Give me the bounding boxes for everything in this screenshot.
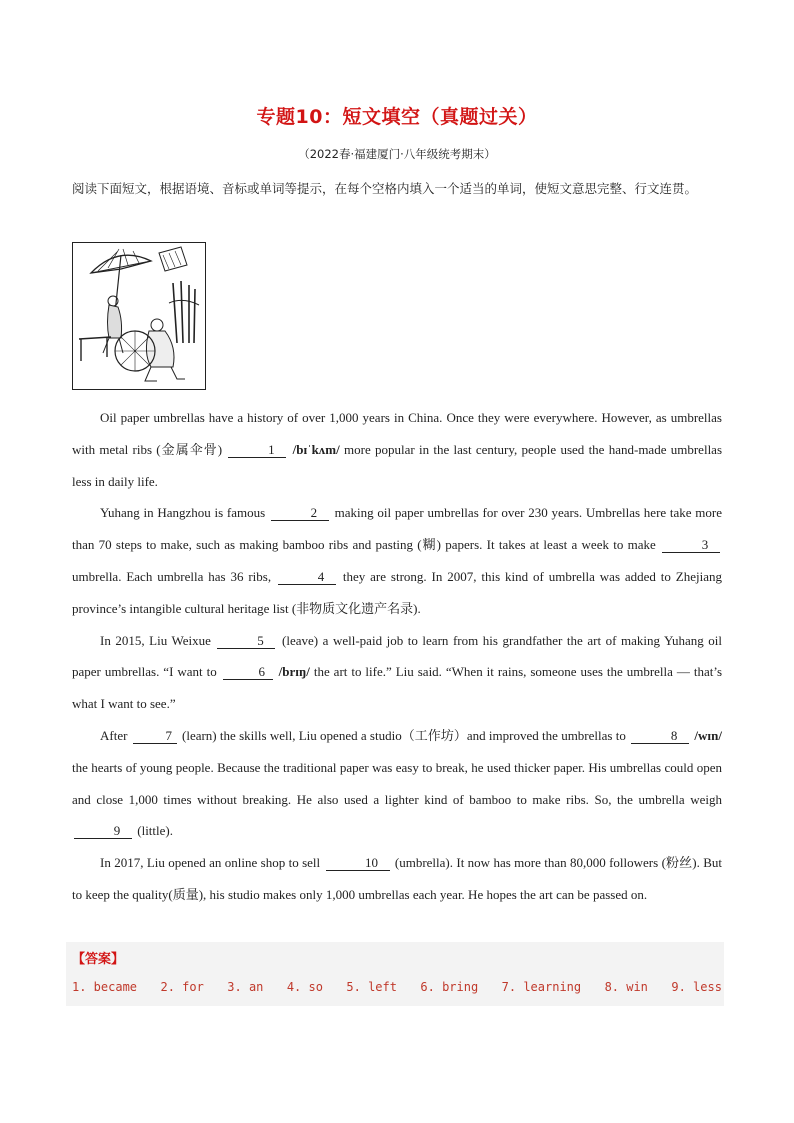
question-source: （2022春·福建厦门·八年级统考期末）	[298, 147, 496, 161]
paragraph-4: After 7 (learn) the skills well, Liu opened a studio（工作坊）and improved the umbrellas to 8 /wɪn/ the hearts of young people. Because the traditional paper was easy to break, he used thicker paper. His umbrellas could open and close 1,000 times without breaking. He also used a lighter kind of bamboo to make ribs. So, the umbrella weigh 9 (little).	[72, 727, 723, 839]
blank-7[interactable]: 7	[133, 728, 177, 744]
word-hint-5: (leave)	[282, 632, 319, 648]
blank-6[interactable]: 6	[223, 664, 273, 680]
blank-2[interactable]: 2	[271, 505, 329, 521]
word-hint-7: (learn)	[182, 727, 217, 743]
reading-passage	[72, 402, 722, 911]
phonetic-hint-6: /brɪŋ/	[278, 664, 310, 680]
phonetic-hint-1: /bɪˈkʌm/	[292, 441, 340, 457]
oil-paper-umbrella-illustration	[72, 242, 206, 390]
blank-8[interactable]: 8	[631, 728, 689, 744]
blank-9[interactable]: 9	[74, 823, 132, 839]
paragraph-1: Oil paper umbrellas have a history of over 1,000 years in China. Once they were everywhere. However, as umbrellas with metal ribs (金属伞骨) 1 /bɪˈkʌm/ more popular in the last century, people used the hand-made umbrellas less in daily life.	[72, 410, 723, 489]
answer-box	[66, 942, 724, 1006]
answer-item: 8. win	[604, 980, 648, 994]
paragraph-3: In 2015, Liu Weixue 5 (leave) a well-paid job to learn from his grandfather the art of making Yuhang oil paper umbrellas. “I want to 6 /brɪŋ/ the art to life.” Liu said. “When it rains, someone uses the umbrella — that’s what I want to see.”	[72, 632, 723, 712]
answer-item: 1. became	[72, 980, 138, 994]
word-hint-9: (little).	[137, 823, 173, 839]
answer-list	[72, 980, 722, 994]
paragraph-5: In 2017, Liu opened an online shop to sell 10 (umbrella). It now has more than 80,000 followers (粉丝). But to keep the quality(质量), his studio makes only 1,000 umbrellas each year. He hopes the art can be passed on.	[72, 855, 722, 902]
blank-5[interactable]: 5	[217, 633, 275, 649]
blank-3[interactable]: 3	[662, 537, 720, 553]
page-title: 专题10：短文填空（真题过关）	[256, 106, 538, 128]
blank-10[interactable]: 10	[326, 855, 390, 871]
paragraph-2: Yuhang in Hangzhou is famous 2 making oil paper umbrellas for over 230 years. Umbrellas here take more than 70 steps to make, such as making bamboo ribs and pasting (糊) papers. It takes at least a week to make 3 umbrella. Each umbrella has 36 ribs, 4 they are strong. In 2007, this kind of umbrella was added to Zhejiang province’s intangible cultural heritage list (非物质文化遗产名录).	[72, 505, 723, 616]
phonetic-hint-8: /wɪn/	[694, 727, 723, 743]
answer-item: 9. less	[671, 980, 722, 994]
answer-item: 7. learning	[501, 980, 582, 994]
blank-1[interactable]: 1	[228, 442, 286, 458]
answer-item: 4. so	[286, 980, 323, 994]
word-hint-10: (umbrella).	[394, 855, 453, 871]
answer-item: 5. left	[346, 980, 397, 994]
instruction-text: 阅读下面短文，根据语境、音标或单词等提示，在每个空格内填入一个适当的单词，使短文意思完整、行文连贯。	[72, 181, 698, 196]
answer-item: 2. for	[160, 980, 204, 994]
answer-item: 6. bring	[420, 980, 479, 994]
answer-heading: 【答案】	[72, 952, 125, 967]
blank-4[interactable]: 4	[278, 569, 336, 585]
answer-item: 3. an	[227, 980, 264, 994]
